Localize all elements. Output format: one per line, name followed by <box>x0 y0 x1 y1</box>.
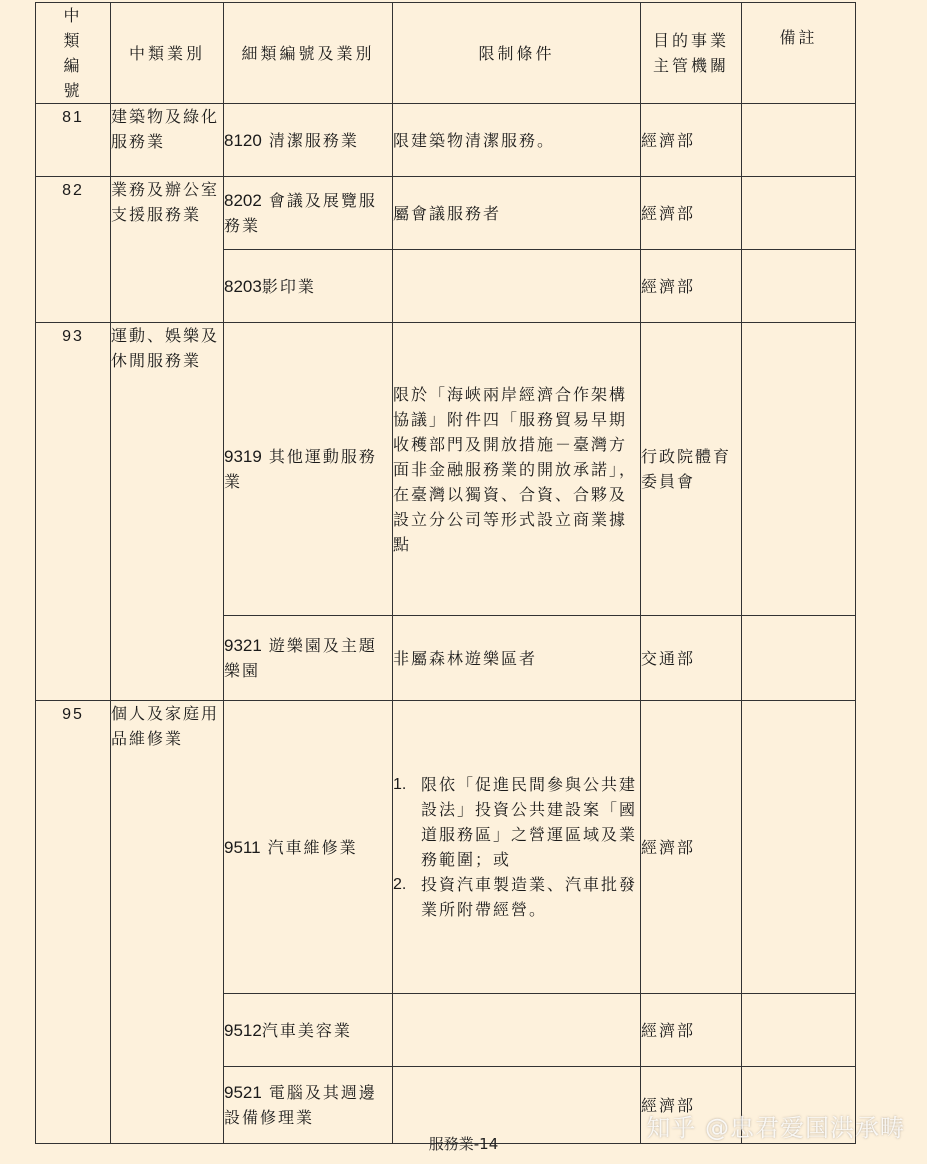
sub-code: 9521 <box>224 1083 262 1102</box>
condition: 限於「海峽兩岸經濟合作架構協議」附件四「服務貿易早期收穫部門及開放措施－臺灣方面非金融服務業的開放承諾」，在臺灣以獨資、合資、合夥及設立分公司等形式設立商業據點 <box>393 323 641 616</box>
sub-code: 9319 <box>224 447 262 466</box>
sub-code: 9512 <box>224 1020 262 1040</box>
page-footer: 服務業-14 <box>428 1135 499 1153</box>
condition-list <box>393 772 640 922</box>
condition-item: 1. 限依「促進民間參與公共建設法」投資公共建設案「國道服務區」之營運區域及業務範圍；或 <box>393 772 640 872</box>
note <box>742 104 856 177</box>
group-name: 個人及家庭用品維修業 <box>111 701 224 1144</box>
condition: 限建築物清潔服務。 <box>393 104 641 177</box>
header-row <box>36 3 856 104</box>
condition-item: 2. 投資汽車製造業、汽車批發業所附帶經營。 <box>393 872 640 922</box>
authority: 經濟部 <box>641 177 742 250</box>
sub-name: 汽車美容業 <box>261 1020 352 1040</box>
sub-name: 汽車維修業 <box>267 837 358 857</box>
sub-category <box>224 250 393 323</box>
header-sub: 細類編號及業別 <box>224 3 393 104</box>
sub-code: 8120 <box>224 130 262 150</box>
header-code: 中類編號 <box>36 3 111 104</box>
table-row <box>36 177 856 250</box>
sub-code: 8202 <box>224 191 262 210</box>
table-row <box>36 701 856 994</box>
header-note: 備註 <box>742 3 856 104</box>
sub-code: 9511 <box>224 837 261 857</box>
table-row <box>36 323 856 616</box>
sub-name: 清潔服務業 <box>268 130 359 150</box>
header-name: 中類業別 <box>111 3 224 104</box>
sub-name: 會議及展覽服務業 <box>224 191 377 235</box>
authority: 行政院體育委員會 <box>641 323 742 616</box>
condition-marker: 1. <box>393 776 407 793</box>
sub-name: 其他運動服務業 <box>224 447 377 491</box>
sub-category <box>224 323 393 616</box>
regulation-table <box>35 2 856 1144</box>
authority: 經濟部 <box>641 701 742 994</box>
sub-name: 電腦及其週邊設備修理業 <box>224 1083 377 1127</box>
watermark: 知乎 @忠君爱国洪承畴 <box>646 1114 905 1142</box>
sub-code: 9321 <box>224 636 262 655</box>
condition <box>393 701 641 994</box>
group-code: 81 <box>36 104 111 177</box>
note <box>742 323 856 616</box>
sub-code: 8203 <box>224 276 262 296</box>
sub-category <box>224 701 393 994</box>
condition <box>393 1067 641 1144</box>
sub-category <box>224 104 393 177</box>
authority: 經濟部 <box>641 104 742 177</box>
note <box>742 250 856 323</box>
note <box>742 701 856 994</box>
note <box>742 616 856 701</box>
condition: 非屬森林遊樂區者 <box>393 616 641 701</box>
authority: 經濟部 <box>641 994 742 1067</box>
condition <box>393 250 641 323</box>
group-code: 95 <box>36 701 111 1144</box>
condition-marker: 2. <box>393 876 407 893</box>
group-code: 82 <box>36 177 111 323</box>
condition <box>393 994 641 1067</box>
authority: 經濟部 <box>641 1067 742 1144</box>
sub-category <box>224 177 393 250</box>
table-row <box>36 104 856 177</box>
sub-category <box>224 1067 393 1144</box>
sub-name: 遊樂園及主題樂園 <box>224 636 377 680</box>
header-condition: 限制條件 <box>393 3 641 104</box>
header-authority: 目的事業主管機關 <box>641 3 742 104</box>
sub-name: 影印業 <box>261 276 316 296</box>
group-name: 運動、娛樂及休閒服務業 <box>111 323 224 701</box>
sub-category <box>224 616 393 701</box>
group-code: 93 <box>36 323 111 701</box>
authority: 經濟部 <box>641 250 742 323</box>
note <box>742 177 856 250</box>
group-name: 建築物及綠化服務業 <box>111 104 224 177</box>
condition: 屬會議服務者 <box>393 177 641 250</box>
group-name: 業務及辦公室支援服務業 <box>111 177 224 323</box>
note <box>742 994 856 1067</box>
authority: 交通部 <box>641 616 742 701</box>
sub-category <box>224 994 393 1067</box>
